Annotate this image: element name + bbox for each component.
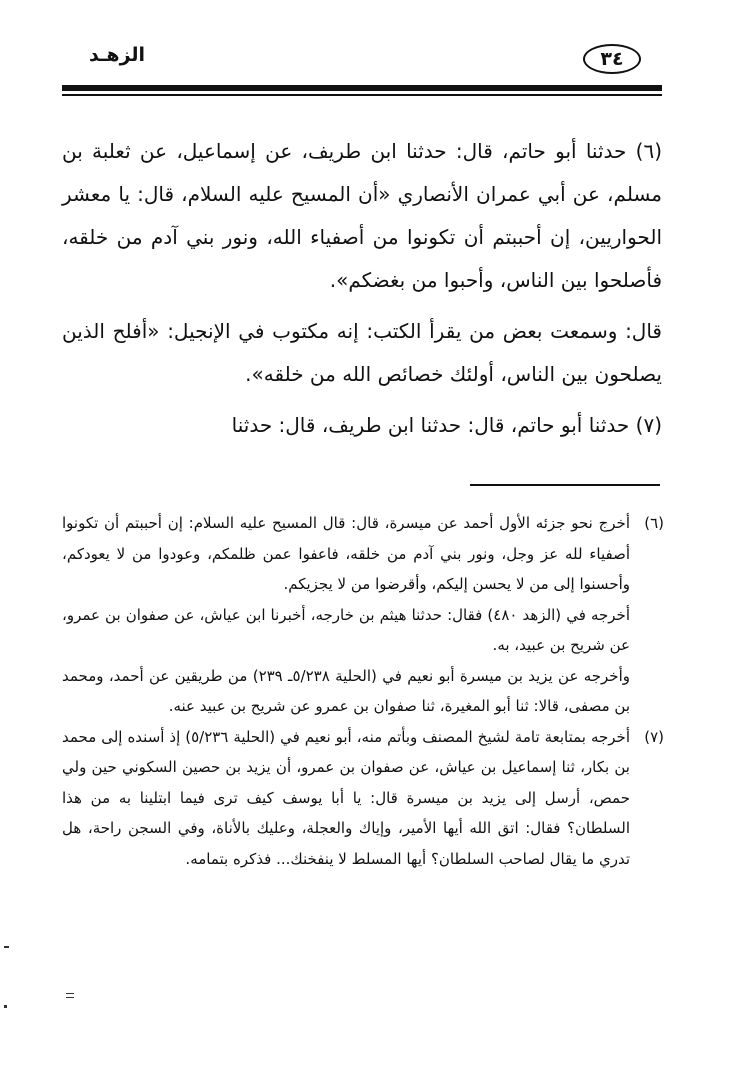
footnote-paragraph: وأخرجه عن يزيد بن ميسرة أبو نعيم في (الحلية ٥/٢٣٨ـ ٢٣٩) من طريقين عن أحمد، ومحمد بن مصفى، قالا: ثنا أبو المغيرة، ثنا صفوان بن عمرو عن شريح بن عبيد عنه.: [62, 666, 630, 715]
main-paragraph: (٦) حدثنا أبو حاتم، قال: حدثنا ابن طريف، عن إسماعيل، عن ثعلبة بن مسلم، عن أبي عمران الأنصاري «أن المسيح عليه السلام، قال: يا معشر الحواريين، إن أحببتم أن تكونوا من أصفياء الله، ونور بني آدم من خلقه، فأصلحوا بين الناس، وأحبوا من بغضكم».: [62, 139, 662, 292]
running-title: الزهـد: [88, 44, 146, 66]
footnote-paragraph: أخرج نحو جزئه الأول أحمد عن ميسرة، قال: قال المسيح عليه السلام: إن أحببتم أن تكونوا أصفياء لله عز وجل، ونور بني آدم من خلقه، فاعفوا عمن ظلمكم، وعودوا من لا يعودكم، وأحسنوا إلى من لا يحسن إليكم، وأقرضوا من لا يجزيكم.: [62, 514, 630, 593]
footnote: [62, 508, 664, 722]
main-paragraph: قال: وسمعت بعض من يقرأ الكتب: إنه مكتوب في الإنجيل: «أفلح الذين يصلحون بين الناس، أولئك خصائص الله من خلقه».: [62, 319, 662, 386]
scan-mark: [4, 1005, 7, 1008]
footnote-paragraph: أخرجه بمتابعة تامة لشيخ المصنف وبأتم منه، أبو نعيم في (الحلية ٥/٢٣٦) إذ أسنده إلى محمد بن بكار، ثنا إسماعيل بن عياش، عن صفوان بن عمرو، أن يزيد بن حصين السكوني حين ولي حمص، أرسل إلى يزيد بن ميسرة قال: يا أبا يوسف كيف ترى فيما ابتلينا به من هذا السلطان؟ فقال: اتق الله أيها الأمير، وإياك والعجلة، وعليك بالأناة، وفي السجن راحة، هل تدري ما يقال لصاحب السلطان؟ أيها المسلط لا ينفخنك... فذكره بتمامه.: [62, 727, 630, 868]
footnote-marker: (٧): [644, 727, 664, 746]
footnotes: [62, 508, 664, 874]
footnote: [62, 722, 664, 875]
footnote-paragraph: أخرجه في (الزهد ٤٨٠) فقال: حدثنا هيثم بن خارجه، أخبرنا ابن عياش، عن صفوان بن عمرو، عن شريح بن عبيد، به.: [62, 605, 630, 654]
footnote-body: [62, 722, 630, 875]
scan-mark: [66, 993, 74, 998]
page-number: ٣٤: [583, 44, 641, 74]
footnote-separator: [470, 484, 660, 486]
header-rule-thin: [62, 94, 662, 96]
header-rule-thick: [62, 85, 662, 91]
main-paragraph: (٧) حدثنا أبو حاتم، قال: حدثنا ابن طريف، قال: حدثنا: [231, 413, 662, 437]
footnote-marker: (٦): [644, 514, 664, 532]
main-text: [62, 130, 662, 455]
footnote-body: [62, 508, 630, 722]
scan-mark: [4, 946, 9, 948]
